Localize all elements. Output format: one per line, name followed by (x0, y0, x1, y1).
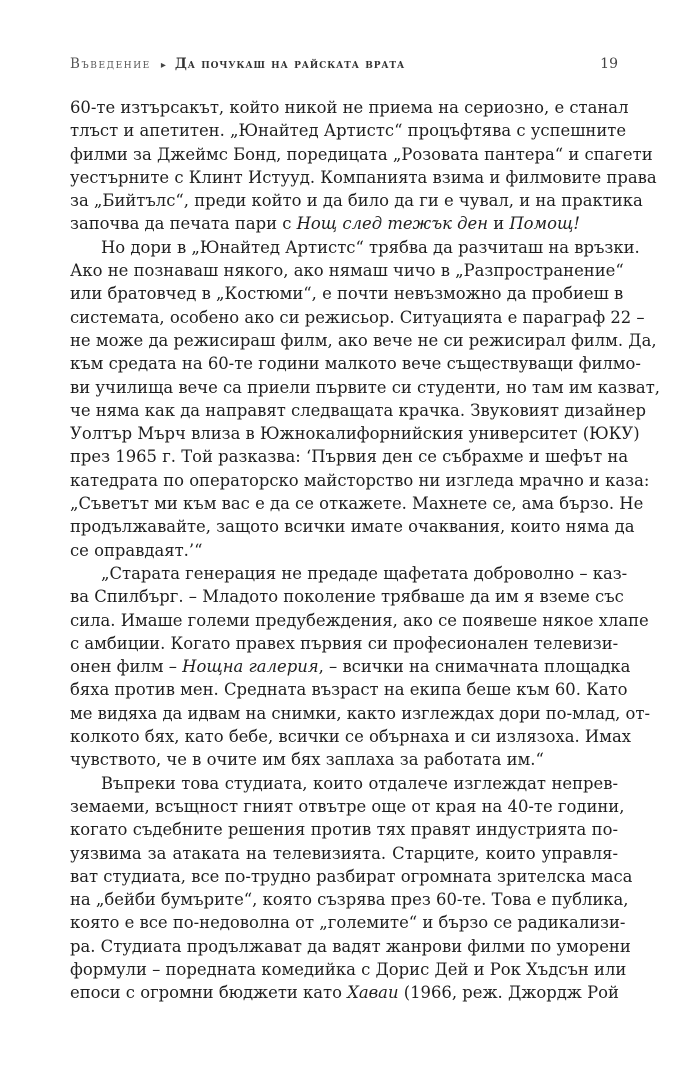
chapter-label: Въведение (70, 56, 151, 72)
text-line: катедрата по операторско майсторство ни изгледа мрачно и каза: (70, 470, 650, 490)
text-line: филми за Джеймс Бонд, поредицата „Розовата пантера“ и спагети (70, 144, 653, 164)
text-line: се оправдаят.’“ (70, 540, 203, 560)
text-line: към средата на 60-те години малкото вече съществуващи филмо- (70, 354, 641, 374)
text-line: бяха против мен. Средната възраст на екипа беше към 60. Като (70, 680, 628, 700)
text-line: Въпреки това студиата, които отдалече изглеждат непрев- (101, 773, 618, 793)
running-header (70, 56, 618, 76)
text-line: продължавайте, защото всички имате очаквания, които няма да (70, 517, 635, 537)
text-line: уязвима за атаката на телевизията. Старците, които управля- (70, 843, 618, 863)
text-line: „Старата генерация не предаде щафетата доброволно – каз- (101, 563, 628, 583)
text-line: когато съдебните решения против тях правят индустрията по- (70, 820, 618, 840)
text-line: за „Бийтълс“, преди който и да било да ги е чувал, и на практика (70, 191, 643, 211)
text-line: Но дори в „Юнайтед Артистс“ трябва да разчиташ на връзки. (101, 237, 640, 257)
text-line: уестърните с Клинт Истууд. Компанията взима и филмовите права (70, 167, 657, 187)
text-line: че няма как да направят следващата крачка. Звуковият дизайнер (70, 400, 646, 420)
text-line: не може да режисираш филм, ако вече не си режисирал филм. Да, (70, 330, 657, 350)
text-line: ва Спилбърг. – Младото поколение трябваше да им я вземе със (70, 587, 624, 607)
text-line: сила. Имаше големи предубеждения, ако се появеше някое хлапе (70, 610, 649, 630)
text-line: която е все по-недоволна от „големите“ и бързо се радикализи- (70, 913, 626, 933)
text-line: чувството, че в очите им бях заплаха за работата им.“ (70, 750, 544, 770)
separator-arrow-icon: ▸ (160, 60, 166, 71)
text-line: „Съветът ми към вас е да се откажете. Махнете се, ама бързо. Не (70, 494, 644, 514)
text-line: на „бейби бумърите“, която съзрява през 60-те. Това е публика, (70, 890, 629, 910)
text-line: или братовчед в „Костюми“, е почти невъзможно да пробиеш в (70, 284, 624, 304)
text-line: ви училища вече са приели първите си студенти, но там им казват, (70, 377, 660, 397)
text-line: колкото бях, като бебе, всички се обърнаха и си излязоха. Имах (70, 727, 631, 747)
page-number: 19 (600, 56, 618, 72)
text-line: през 1965 г. Той разказва: ‘Първия ден се събрахме и шефът на (70, 447, 629, 467)
text-line: ме видяха да идвам на снимки, както изглеждах дори по-млад, от- (70, 703, 650, 723)
text-line: епоси с огромни бюджети като Хаваи (1966, реж. Джордж Рой (70, 983, 619, 1003)
section-title: Да почукаш на райската врата (174, 56, 406, 72)
text-line: Ако не познаваш някого, ако нямаш чичо в „Разпространение“ (70, 261, 624, 281)
text-line: ват студиата, все по-трудно разбират огромната зрителска маса (70, 866, 633, 886)
text-line: формули – поредната комедийка с Дорис Дей и Рок Хъдсън или (70, 959, 627, 979)
text-line: онен филм – Нощна галерия, – всички на снимачната площадка (70, 657, 631, 677)
text-line: системата, особено ако си режисьор. Ситуацията е параграф 22 – (70, 307, 645, 327)
text-line: 60-те изтърсакът, който никой не приема на сериозно, е станал (70, 98, 629, 117)
text-line: започва да печата пари с Нощ след тежък ден и Помощ! (70, 214, 580, 234)
text-line: тлъст и апетитен. „Юнайтед Артистс“ процъфтява с успешните (70, 121, 627, 141)
text-line: Уолтър Мърч влиза в Южнокалифорнийския университет (ЮКУ) (70, 424, 640, 444)
text-line: ра. Студиата продължават да вадят жанрови филми по уморени (70, 936, 631, 956)
text-line: с амбиции. Когато правех първия си професионален телевизи- (70, 633, 619, 653)
text-line: земаеми, всъщност гният отвътре още от края на 40-те години, (70, 796, 625, 816)
body-text (70, 96, 660, 1005)
